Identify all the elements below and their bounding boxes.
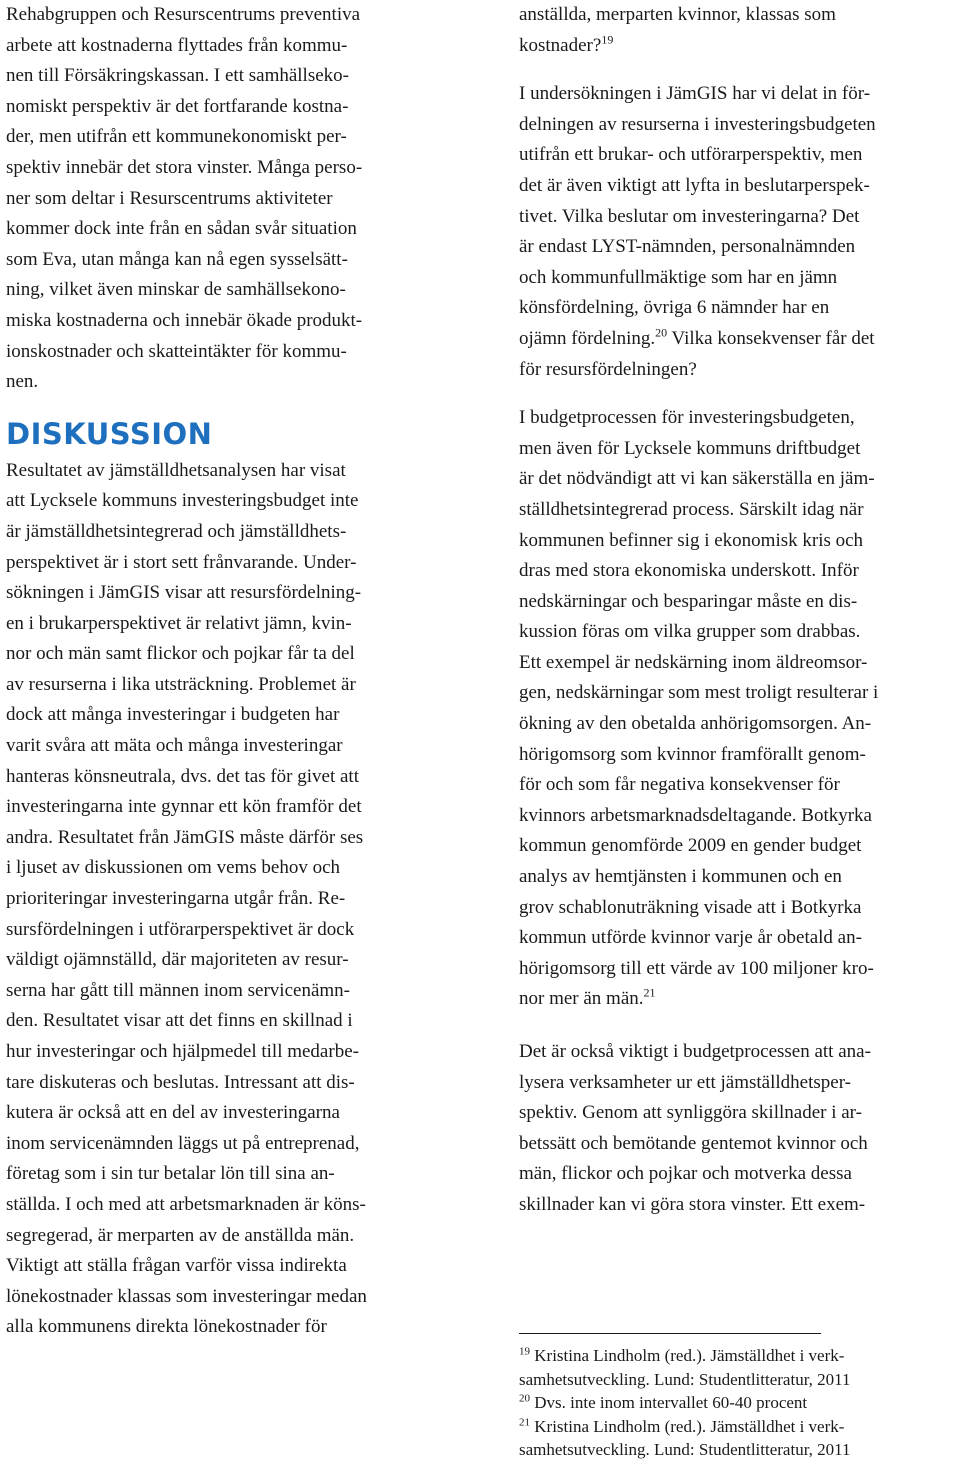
footnote-ref-21[interactable]: 21 xyxy=(643,986,656,1001)
footnote-20 xyxy=(519,1391,959,1415)
footnote-number: 21 xyxy=(519,1416,530,1429)
paragraph-intro: Rehabgruppen och Resurscentrums preventiva arbete att kostnaderna flyttades från kommu- nen till Försäkringskassan. I ett samhällseko- nomiskt perspektiv är det fortfarande kostna- der, men utifrån ett kommunekonomiskt per- spektiv innebär det stora vinster. Många perso- ner som deltar i Resurscentrums aktiviteter kommer dock inte från en sådan svår situation som Eva, utan många kan nå egen sysselsätt- ning, vilket även minskar de samhällsekono- miska kostnaderna och innebär ökade produkt- ionskostnader och skatteintäkter för kommu- nen. xyxy=(6,4,363,393)
footnote-text: Kristina Lindholm (red.). Jämställdhet i verk- samhetsutveckling. Lund: Studentlitteratur, 2011 xyxy=(519,1346,851,1389)
footnote-text: Kristina Lindholm (red.). Jämställdhet i verk- samhetsutveckling. Lund: Studentlitteratur, 2011 xyxy=(519,1416,851,1460)
paragraph-budgetprocess xyxy=(519,403,959,1015)
footnote-divider xyxy=(519,1333,821,1334)
footnotes xyxy=(519,1333,959,1462)
footnote-number: 20 xyxy=(519,1392,530,1405)
footnote-21 xyxy=(519,1415,959,1462)
footnote-19 xyxy=(519,1344,959,1391)
footnote-ref-19[interactable]: 19 xyxy=(601,32,614,47)
paragraph-continuation-text: anställda, merparten kvinnor, klassas som kostnader? xyxy=(519,4,836,56)
left-column xyxy=(6,0,446,1343)
footnote-number: 19 xyxy=(519,1345,530,1358)
paragraph-budgetprocess-text: I budgetprocessen för investeringsbudgeten, men även för Lycksele kommuns driftbudget är det nödvändigt att vi kan säkerställa en jäm- ställdhetsintegrerad process. Särskilt idag när kommunen befinner sig i ekonomisk kris och dras med stora ekonomiska underskott. Inför nedskärningar och besparingar måste en dis- kussion föras om vilka grupper som drabbas. Ett exempel är nedskärning inom äldreomsor- gen, nedskärningar som mest troligt resulterar i ökning av den obetalda anhörigomsorgen. An- hörigomsorg som kvinnor framförallt genom- för och som får negativa konsekvenser för kvinnors arbetsmarknadsdeltagande. Botkyrka kommun genomförde 2009 en gender budget analys av hemtjänsten i kommunen och en grov schablonuträkning visade att i Botkyrka kommun utförde kvinnor varje år obetald an- hörigomsorg till ett värde av 100 miljoner kro- nor mer än män. xyxy=(519,407,879,1010)
footnote-text: Dvs. inte inom intervallet 60-40 procent xyxy=(530,1393,808,1413)
paragraph-continuation xyxy=(519,0,959,61)
paragraph-diskussion: Resultatet av jämställdhetsanalysen har visat att Lycksele kommuns investeringsbudget inte är jämställdhetsintegrerad och jämställdhets- perspektivet är i stort sett frånvarande. Under- sökningen i JämGIS visar att resursfördelning- en i brukarperspektivet är relativt jämn, kvin- nor och män samt flickor och pojkar får ta del av resurserna i lika utsträckning. Problemet är dock att många investeringar i budgeten har varit svåra att mäta och många investeringar hanteras könsneutrala, dvs. det tas för givet att investeringarna inte gynnar ett kön framför det andra. Resultatet från JämGIS måste därför ses i ljuset av diskussionen om vems behov och prioriteringar investeringarna utgår från. Re- sursfördelningen i utförarperspektivet är dock väldigt ojämnställd, där majoriteten av resur- serna har gått till männen inom servicenämn- den. Resultatet visar att det finns en skillnad i hur investeringar och hjälpmedel till medarbe- tare diskuteras och beslutas. Intressant att dis- kutera är också att en del av investeringarna inom servicenämnden läggs ut på entreprenad, företag som i sin tur betalar lön till sina an- ställda. I och med att arbetsmarknaden är köns- segregerad, är merparten av de anställda män. Viktigt att ställa frågan varför vissa indirekta lönekostnader klassas som investeringar medan alla kommunens direkta lönekostnader för xyxy=(6,459,367,1338)
paragraph-jamgis xyxy=(519,79,959,385)
footnote-ref-20[interactable]: 20 xyxy=(655,325,668,340)
paragraph-analysera: Det är också viktigt i budgetprocessen att ana- lysera verksamheter ur ett jämställdhetsper- spektiv. Genom att synliggöra skillnader i ar- betssätt och bemötande gentemot kvinnor och män, flickor och pojkar och motverka dessa skillnader kan vi göra stora vinster. Ett exem- xyxy=(519,1041,871,1215)
right-column xyxy=(519,0,959,1221)
paragraph-jamgis-text-b: Vilka konsekvenser får det för resursfördelningen? xyxy=(519,327,875,380)
section-heading-diskussion: DISKUSSION xyxy=(6,416,213,451)
paragraph-jamgis-text-a: I undersökningen i JämGIS har vi delat in för- delningen av resurserna i investeringsbudgeten utifrån ett brukar- och utförarperspektiv, men det är även viktigt att lyfta in beslutarperspek- tivet. Vilka beslutar om investeringarna? Det är endast LYST-nämnden, personalnämnden och kommunfullmäktige som har en jämn könsfördelning, övriga 6 nämnder har en ojämn fördelning. xyxy=(519,83,876,349)
